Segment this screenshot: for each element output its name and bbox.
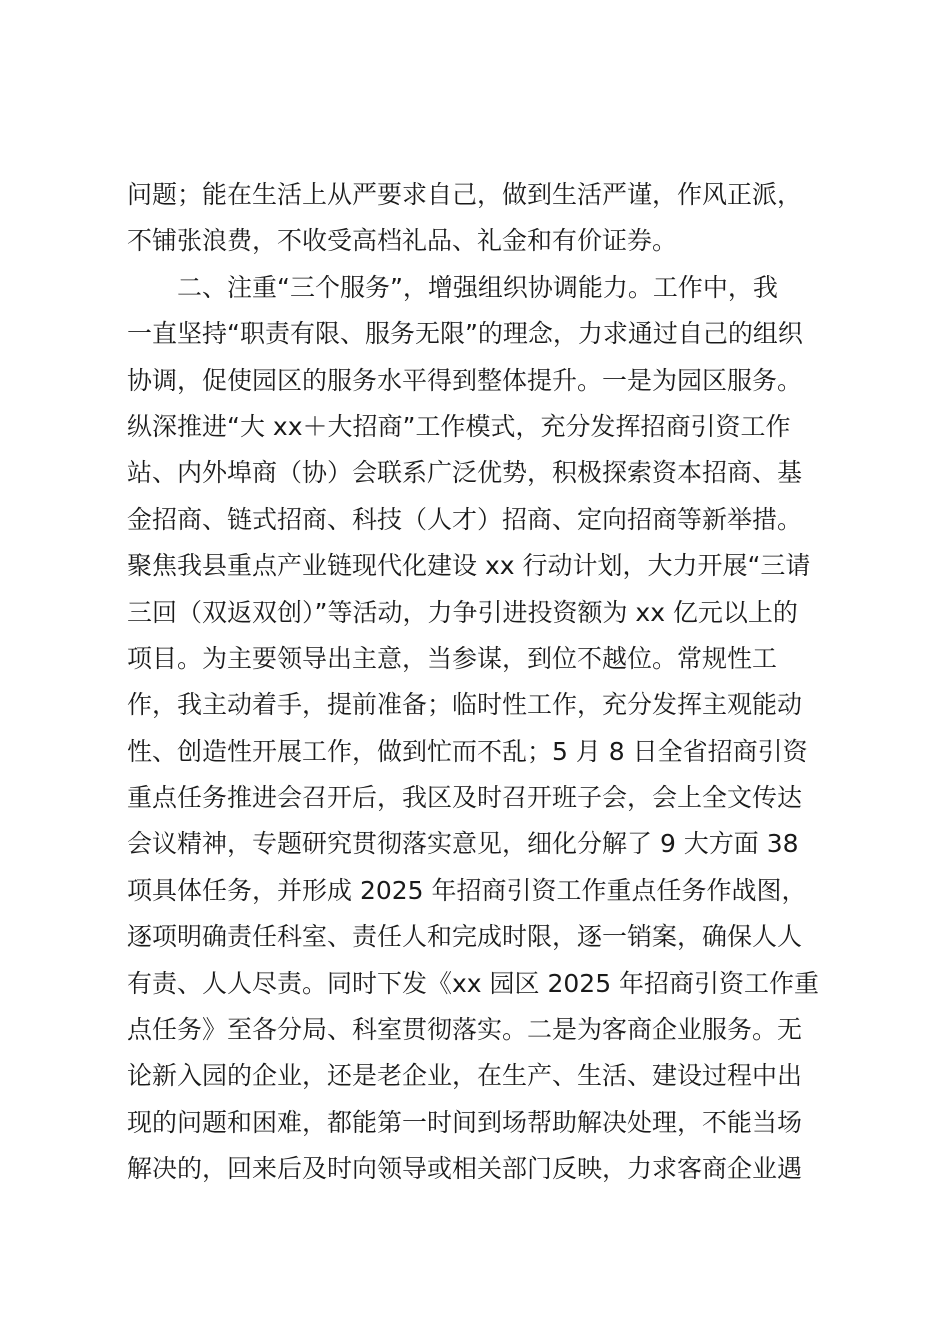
text-line: 问题；能在生活上从严要求自己，做到生活严谨，作风正派， bbox=[127, 180, 803, 209]
text-line: 解决的，回来后及时向领导或相关部门反映，力求客商企业遇 bbox=[127, 1154, 803, 1184]
paragraph-personal-conduct bbox=[127, 172, 827, 265]
text-line: 站、内外埠商（协）会联系广泛优势，积极探索资本招商、基 bbox=[127, 458, 803, 488]
text-line: 性、创造性开展工作，做到忙而不乱；5 月 8 日全省招商引资 bbox=[127, 736, 808, 766]
text-line: 纵深推进“大 xx＋大招商”工作模式，充分发挥招商引资工作 bbox=[127, 411, 791, 441]
text-line: 项目。为主要领导出主意，当参谋，到位不越位。常规性工 bbox=[127, 643, 778, 673]
text-line: 三回（双返双创）”等活动，力争引进投资额为 xx 亿元以上的 bbox=[127, 597, 798, 627]
text-line: 现的问题和困难，都能第一时间到场帮助解决处理，不能当场 bbox=[127, 1107, 803, 1137]
text-line: 一直坚持“职责有限、服务无限”的理念，力求通过自己的组织 bbox=[127, 319, 803, 349]
text-line bbox=[127, 1193, 827, 1239]
text-line: 作，我主动着手，提前准备；临时性工作，充分发挥主观能动 bbox=[127, 690, 803, 720]
text-line: 聚焦我县重点产业链现代化建设 xx 行动计划，大力开展“三请 bbox=[127, 551, 811, 581]
text-line: 金招商、链式招商、科技（人才）招商、定向招商等新举措。 bbox=[127, 504, 803, 534]
text-line: 重点任务推进会召开后，我区及时召开班子会，会上全文传达 bbox=[127, 783, 803, 813]
text-line: 逐项明确责任科室、责任人和完成时限，逐一销案，确保人人 bbox=[127, 922, 803, 952]
text-line: 不铺张浪费，不收受高档礼品、礼金和有价证券。 bbox=[127, 226, 678, 256]
text-line: 点任务》至各分局、科室贯彻落实。二是为客商企业服务。无 bbox=[127, 1015, 803, 1045]
text-line: 会议精神，专题研究贯彻落实意见，细化分解了 9 大方面 38 bbox=[127, 829, 799, 859]
text-line: 二、注重“三个服务”，增强组织协调能力。工作中，我 bbox=[127, 272, 778, 302]
text-line: 协调，促使园区的服务水平得到整体提升。一是为园区服务。 bbox=[127, 365, 803, 395]
text-line: 论新入园的企业，还是老企业，在生产、生活、建设过程中出 bbox=[127, 1061, 803, 1091]
text-line: 项具体任务，并形成 2025 年招商引资工作重点任务作战图， bbox=[127, 875, 807, 905]
paragraph-three-services bbox=[127, 265, 827, 1239]
document-body bbox=[127, 172, 827, 1239]
text-line: 有责、人人尽责。同时下发《xx 园区 2025 年招商引资工作重 bbox=[127, 968, 820, 998]
